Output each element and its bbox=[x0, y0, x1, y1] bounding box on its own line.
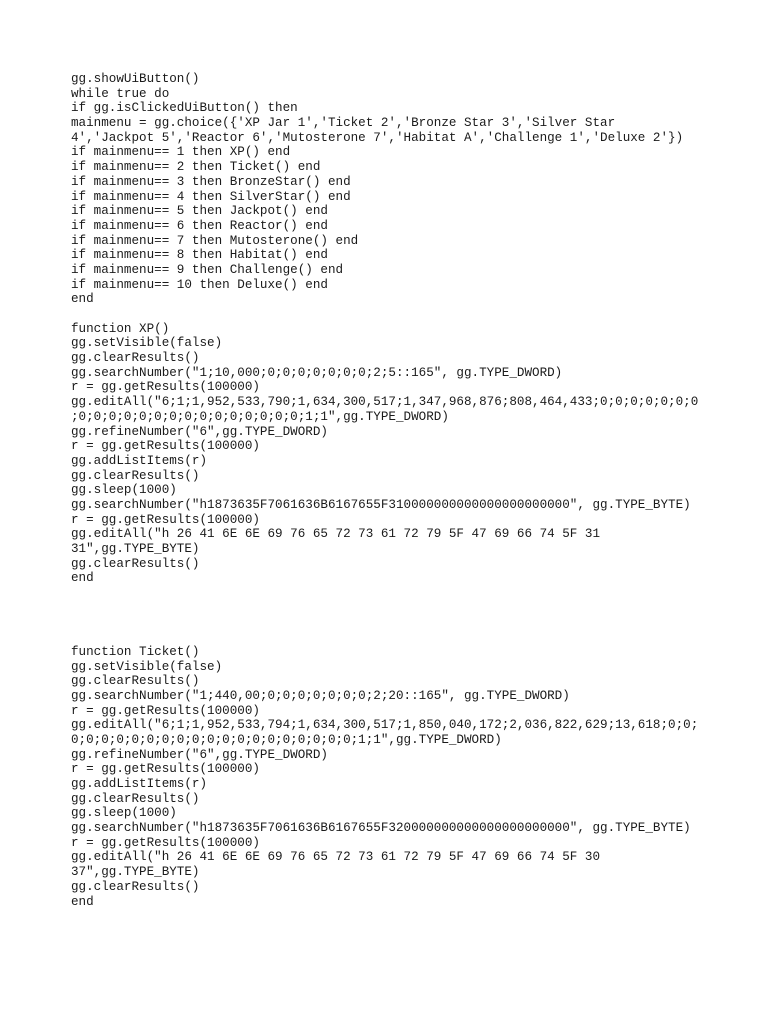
code-line: gg.addListItems(r) bbox=[71, 453, 208, 468]
code-line: gg.editAll("6;1;1,952,533,794;1,634,300,517;1,850,040,172;2,036,822,629;13,618;0;0; bbox=[71, 718, 699, 733]
code-line: function XP() bbox=[71, 321, 170, 336]
code-line: gg.editAll("h 26 41 6E 6E 69 76 65 72 73 61 72 79 5F 47 69 66 74 5F 31 bbox=[71, 527, 601, 542]
code-line: if mainmenu== 4 then SilverStar() end bbox=[71, 189, 351, 204]
code-line: if mainmenu== 3 then BronzeStar() end bbox=[71, 174, 351, 189]
code-line: if mainmenu== 9 then Challenge() end bbox=[71, 262, 344, 277]
function-xp-code-block bbox=[71, 322, 711, 586]
code-line: r = gg.getResults(100000) bbox=[71, 512, 260, 527]
code-line: gg.searchNumber("h1873635F7061636B6167655F310000000000000000000000", gg.TYPE_BYTE) bbox=[71, 497, 691, 512]
code-line: 37",gg.TYPE_BYTE) bbox=[71, 865, 200, 880]
code-line: r = gg.getResults(100000) bbox=[71, 762, 260, 777]
code-line: gg.clearResults() bbox=[71, 674, 200, 689]
code-line: function Ticket() bbox=[71, 644, 200, 659]
code-line: gg.clearResults() bbox=[71, 351, 200, 366]
code-line: gg.editAll("h 26 41 6E 6E 69 76 65 72 73 61 72 79 5F 47 69 66 74 5F 30 bbox=[71, 850, 601, 865]
code-line: end bbox=[71, 894, 94, 909]
code-line: gg.searchNumber("1;440,00;0;0;0;0;0;0;0;2;20::165", gg.TYPE_DWORD) bbox=[71, 688, 570, 703]
code-line: gg.setVisible(false) bbox=[71, 659, 223, 674]
code-line: 31",gg.TYPE_BYTE) bbox=[71, 542, 200, 556]
code-line: while true do bbox=[71, 86, 170, 101]
code-line: if mainmenu== 2 then Ticket() end bbox=[71, 160, 321, 175]
code-line: r = gg.getResults(100000) bbox=[71, 835, 260, 850]
code-line: if mainmenu== 5 then Jackpot() end bbox=[71, 204, 328, 219]
code-line: gg.clearResults() bbox=[71, 556, 200, 571]
code-line: gg.setVisible(false) bbox=[71, 336, 223, 351]
code-line: gg.clearResults() bbox=[71, 468, 200, 483]
code-line: gg.addListItems(r) bbox=[71, 777, 208, 792]
code-line: r = gg.getResults(100000) bbox=[71, 380, 260, 395]
code-line: if mainmenu== 6 then Reactor() end bbox=[71, 218, 328, 233]
code-line: end bbox=[71, 571, 94, 586]
code-line: gg.sleep(1000) bbox=[71, 806, 177, 821]
code-line: r = gg.getResults(100000) bbox=[71, 439, 260, 454]
code-line: gg.searchNumber("h1873635F7061636B6167655F320000000000000000000000", gg.TYPE_BYTE) bbox=[71, 821, 691, 836]
code-line: if mainmenu== 8 then Habitat() end bbox=[71, 248, 328, 263]
code-line: gg.refineNumber("6",gg.TYPE_DWORD) bbox=[71, 424, 328, 439]
code-line: gg.sleep(1000) bbox=[71, 483, 177, 498]
document-page bbox=[71, 72, 711, 909]
code-line: gg.refineNumber("6",gg.TYPE_DWORD) bbox=[71, 747, 328, 762]
code-line: if mainmenu== 10 then Deluxe() end bbox=[71, 277, 328, 292]
code-line: ;0;0;0;0;0;0;0;0;0;0;0;0;0;0;0;1;1",gg.TYPE_DWORD) bbox=[71, 409, 449, 424]
code-line: if mainmenu== 7 then Mutosterone() end bbox=[71, 233, 359, 248]
code-line: end bbox=[71, 292, 94, 307]
code-line: r = gg.getResults(100000) bbox=[71, 703, 260, 718]
code-line: if gg.isClickedUiButton() then bbox=[71, 101, 298, 116]
code-line: gg.searchNumber("1;10,000;0;0;0;0;0;0;0;2;5::165", gg.TYPE_DWORD) bbox=[71, 365, 563, 380]
code-line: gg.editAll("6;1;1,952,533,790;1,634,300,517;1,347,968,876;808,464,433;0;0;0;0;0;0;0 bbox=[71, 395, 699, 410]
code-line: 0;0;0;0;0;0;0;0;0;0;0;0;0;0;0;0;0;0;0;1;1",gg.TYPE_DWORD) bbox=[71, 732, 502, 747]
code-line: 4','Jackpot 5','Reactor 6','Mutosterone 7','Habitat A','Challenge 1','Deluxe 2'}) bbox=[71, 130, 684, 145]
blank-line bbox=[71, 307, 711, 322]
code-line: mainmenu = gg.choice({'XP Jar 1','Ticket 2','Bronze Star 3','Silver Star bbox=[71, 116, 616, 131]
code-line: if mainmenu== 1 then XP() end bbox=[71, 145, 291, 160]
function-ticket-code-block bbox=[71, 645, 711, 909]
code-line: gg.clearResults() bbox=[71, 879, 200, 894]
blank-lines bbox=[71, 586, 711, 645]
main-menu-code-block bbox=[71, 72, 711, 307]
code-line: gg.showUiButton() bbox=[71, 72, 200, 86]
code-line: gg.clearResults() bbox=[71, 791, 200, 806]
